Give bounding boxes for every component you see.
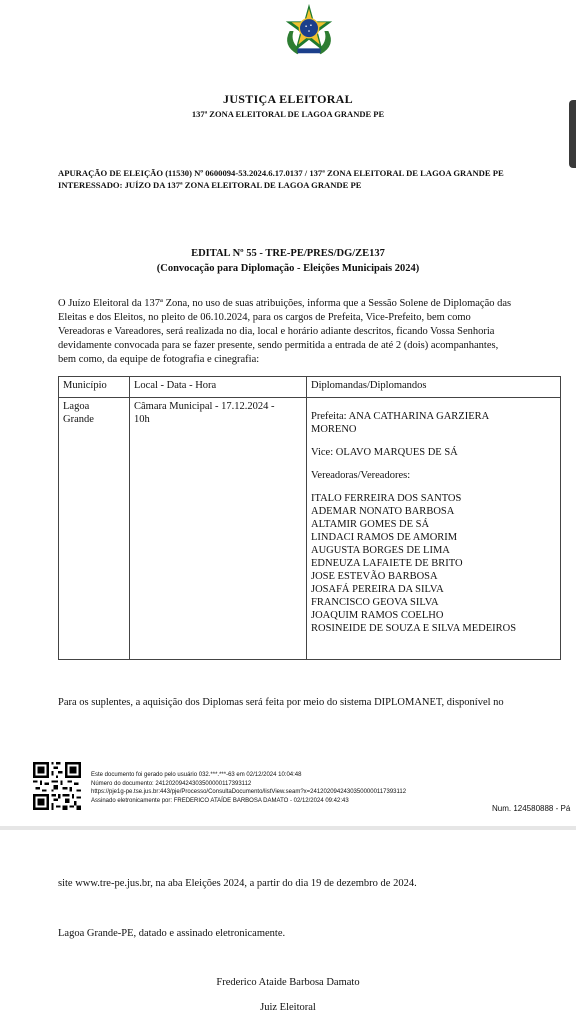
brazil-coat-of-arms-icon	[280, 2, 338, 60]
document-number: Num. 124580888 - Pá	[492, 804, 571, 813]
document-metadata	[91, 771, 406, 805]
meta-line: Este documento foi gerado pelo usuário 032.***.***-63 em 02/12/2024 10:04:48	[91, 772, 302, 778]
paragraph-line: bem como, da equipe de fotografia e cinegrafia:	[58, 354, 260, 365]
paragraph-line: Eleitas e dos Eleitos, no pleito de 06.10.2024, para os cargos de Prefeita, Vice-Prefeito, bem como	[58, 312, 471, 323]
scrollbar-thumb[interactable]	[569, 100, 576, 168]
paragraph-line: Vereadoras e Vareadores, será realizada no dia, local e horário adiante descritos, ficando Vossa Senhoria	[58, 326, 495, 337]
edital-title: EDITAL Nº 55 - TRE-PE/PRES/DG/ZE137	[191, 248, 385, 259]
vereador-name: ALTAMIR GOMES DE SÁ	[311, 519, 430, 530]
case-info	[58, 167, 558, 191]
court-title: JUSTIÇA ELEITORAL	[223, 92, 353, 106]
vice-line: Vice: OLAVO MARQUES DE SÁ	[311, 447, 458, 458]
qr-code-icon	[33, 762, 81, 810]
header-municipio: Município	[59, 377, 130, 398]
page-divider	[0, 826, 576, 830]
vereador-name: JOSE ESTEVÃO BARBOSA	[311, 571, 438, 582]
meta-line: https://pje1g-pe.tse.jus.br:443/pje/Processo/ConsultaDocumento/listView.seam?x=24120209424303500000117393112	[91, 789, 407, 796]
suplentes-text: Para os suplentes, a aquisição dos Diplomas será feita por meio do sistema DIPLOMANET, disponível no	[58, 697, 504, 708]
vereador-name: JOAQUIM RAMOS COELHO	[311, 610, 444, 621]
vereador-name: ITALO FERREIRA DOS SANTOS	[311, 493, 462, 504]
vereador-name: FRANCISCO GEOVA SILVA	[311, 597, 439, 608]
prefeita-line: MORENO	[311, 424, 357, 435]
vereador-name: JOSAFÁ PEREIRA DA SILVA	[311, 584, 444, 595]
vereador-name: EDNEUZA LAFAIETE DE BRITO	[311, 558, 463, 569]
diplomation-table	[58, 376, 561, 660]
paragraph-line: devidamente convocada para se fazer presente, sendo permitida a entrada de até 2 (dois) acompanhantes,	[58, 340, 499, 351]
case-interested: INTERESSADO: JUÍZO DA 137ª ZONA ELEITORAL DE LAGOA GRANDE PE	[58, 180, 362, 190]
zone-title: 137ª ZONA ELEITORAL DE LAGOA GRANDE PE	[191, 109, 385, 119]
header-local: Local - Data - Hora	[130, 377, 307, 398]
signer-role: Juiz Eleitoral	[260, 1002, 316, 1013]
site-text: site www.tre-pe.jus.br, na aba Eleições 2024, a partir do dia 19 de dezembro de 2024.	[58, 878, 417, 889]
meta-line: Número do documento: 24120209424303500000117393112	[91, 780, 252, 787]
case-number: APURAÇÃO DE ELEIÇÃO (11530) Nº 0600094-53.2024.6.17.0137 / 137ª ZONA ELEITORAL DE LAGOA GRANDE PE	[58, 168, 504, 178]
signer-name: Frederico Ataide Barbosa Damato	[216, 977, 360, 988]
table-header-row	[59, 377, 561, 398]
diplomandos-cell	[307, 398, 561, 660]
vereador-name: ROSINEIDE DE SOUZA E SILVA MEDEIROS	[311, 623, 517, 634]
local-cell: Câmara Municipal - 17.12.2024 - 10h	[130, 398, 307, 660]
vereador-name: LINDACI RAMOS DE AMORIM	[311, 532, 458, 543]
edital-subtitle: (Convocação para Diplomação - Eleições Municipais 2024)	[156, 263, 420, 274]
vereador-name: AUGUSTA BORGES DE LIMA	[311, 545, 450, 556]
table-row	[59, 398, 561, 660]
place-date-text: Lagoa Grande-PE, datado e assinado eletronicamente.	[58, 928, 286, 939]
vereador-name: ADEMAR NONATO BARBOSA	[311, 506, 455, 517]
meta-line: Assinado eletronicamente por: FREDERICO ATAÍDE BARBOSA DAMATO - 02/12/2024 09:42:43	[91, 797, 349, 804]
vereadores-label: Vereadoras/Vereadores:	[311, 470, 411, 481]
municipio-cell: Lagoa Grande	[59, 398, 130, 660]
paragraph-line: O Juízo Eleitoral da 137ª Zona, no uso de suas atribuições, informa que a Sessão Solene de Diplomação das	[58, 298, 512, 309]
header-diplomandos: Diplomandas/Diplomandos	[307, 377, 561, 398]
prefeita-line: Prefeita: ANA CATHARINA GARZIERA	[311, 411, 490, 422]
convocation-paragraph	[58, 297, 520, 367]
